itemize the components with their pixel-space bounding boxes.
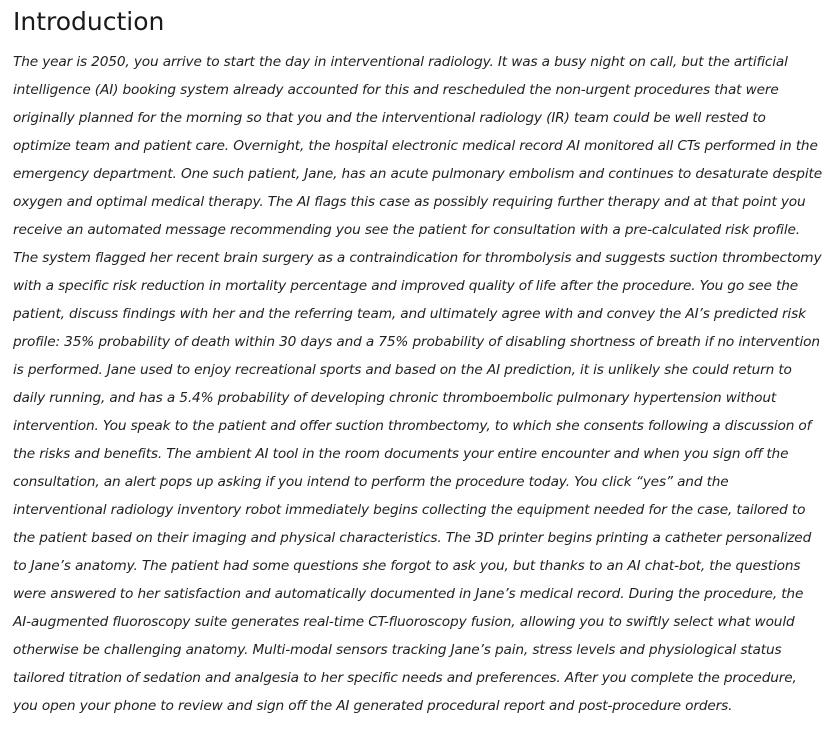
- section-heading: Introduction: [13, 7, 165, 36]
- introduction-paragraph: The year is 2050, you arrive to start the day in interventional radiology. It was a busy night on call, but the artificial intelligence (AI) booking system already accounted for this and rescheduled the non-urgent procedures that were originally planned for the morning so that you and the interventional radiology (IR) team could be well rested to optimize team and patient care. Overnight, the hospital electronic medical record AI monitored all CTs performed in the emergency department. One such patient, Jane, has an acute pulmonary embolism and continues to desaturate despite oxygen and optimal medical therapy. The AI flags this case as possibly requiring further therapy and at that point you receive an automated message recommending you see the patient for consultation with a pre-calculated risk profile. The system flagged her recent brain surgery as a contraindication for thrombolysis and suggests suction thrombectomy with a specific risk reduction in mortality percentage and improved quality of life after the procedure. You go see the patient, discuss findings with her and the referring team, and ultimately agree with and convey the AI’s predicted risk profile: 35% probability of death within 30 days and a 75% probability of disabling shortness of breath if no intervention is performed. Jane used to enjoy recreational sports and based on the AI prediction, it is unlikely she could return to daily running, and has a 5.4% probability of developing chronic thromboembolic pulmonary hypertension without intervention. You speak to the patient and offer suction thrombectomy, to which she consents following a discussion of the risks and benefits. The ambient AI tool in the room documents your entire encounter and when you sign off the consultation, an alert pops up asking if you intend to perform the procedure today. You click “yes” and the interventional radiology inventory robot immediately begins collecting the equipment needed for the case, tailored to the patient based on their imaging and physical characteristics. The 3D printer begins printing a catheter personalized to Jane’s anatomy. The patient had some questions she forgot to ask you, but thanks to an AI chat-bot, the questions were answered to her satisfaction and automatically documented in Jane’s medical record. During the procedure, the AI-augmented fluoroscopy suite generates real-time CT-fluoroscopy fusion, allowing you to swiftly select what would otherwise be challenging anatomy. Multi-modal sensors tracking Jane’s pain, stress levels and physiological status tailored titration of sedation and analgesia to her specific needs and preferences. After you complete the procedure, you open your phone to review and sign off the AI generated procedural report and post-procedure orders.: [13, 54, 822, 714]
- article-section: [13, 6, 825, 720]
